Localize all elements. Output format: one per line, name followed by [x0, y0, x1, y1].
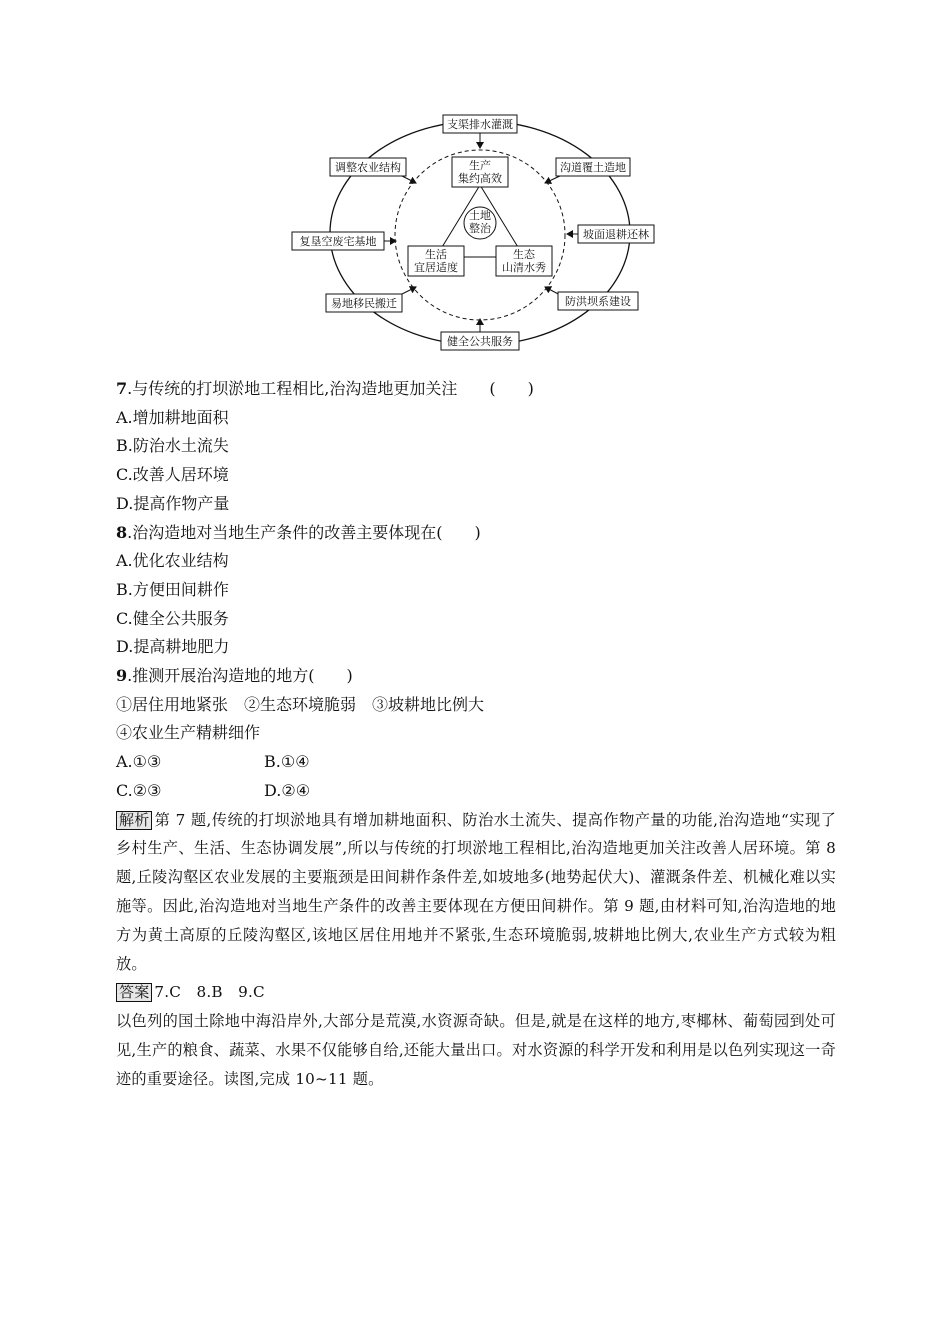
outer-node-6: 复垦空废宅基地	[299, 235, 377, 248]
q7-text: .与传统的打坝淤地工程相比,治沟造地更加关注	[127, 379, 458, 398]
q7-option-b: B.防治水土流失	[116, 436, 229, 456]
q8-option-a: A.优化农业结构	[116, 551, 229, 571]
q9-option-c: C.②③	[116, 780, 162, 800]
q8-option-b: B.方便田间耕作	[116, 579, 229, 599]
answer-tag: 答案	[116, 983, 152, 1002]
analysis-tag: 解析	[116, 811, 152, 830]
outer-node-5: 易地移民搬迁	[331, 297, 397, 310]
q8-option-d: D.提高耕地肥力	[116, 637, 230, 657]
q9-number: 9	[116, 666, 128, 686]
outer-node-3: 防洪坝系建设	[565, 295, 631, 308]
node-production-l2: 集约高效	[458, 172, 502, 185]
answer-text: 7.C 8.B 9.C	[154, 983, 265, 1002]
q8-text: .治沟造地对当地生产条件的改善主要体现在( )	[127, 522, 481, 542]
center-line1: 土地	[469, 209, 491, 222]
q9-stem	[116, 662, 836, 691]
q9-text: .推测开展治沟造地的地方( )	[127, 666, 353, 686]
outer-node-2: 坡面退耕还林	[583, 228, 649, 241]
node-production-l1: 生产	[469, 159, 491, 172]
q7-stem	[116, 375, 836, 404]
intro-paragraph: 以色列的国土除地中海沿岸外,大部分是荒漠,水资源奇缺。但是,就是在这样的地方,枣椰林、葡萄园到处可见,生产的粮食、蔬菜、水果不仅能够自给,还能大量出口。对水资源的科学开发和利用是以色列实现这一奇迹的重要途径。读图,完成 10~11 题。	[116, 1012, 836, 1088]
q8-number: 8	[116, 522, 128, 542]
q9-option-d: D.②④	[264, 780, 311, 800]
node-life-l2: 宜居适度	[414, 261, 458, 274]
node-ecology-l2: 山清水秀	[502, 261, 546, 274]
q8-stem	[116, 519, 836, 548]
q7-number: 7	[116, 379, 128, 398]
q9-option-b: B.①④	[264, 752, 310, 772]
q9-options-row1	[116, 748, 836, 777]
outer-node-1: 沟道覆土造地	[560, 161, 626, 174]
node-ecology-l1: 生态	[513, 248, 535, 261]
analysis-text: 第 7 题,传统的打坝淤地具有增加耕地面积、防治水土流失、提高作物产量的功能,治沟造地“实现了乡村生产、生活、生态协调发展”,所以与传统的打坝淤地工程相比,治沟造地更加关注改善人居环境。第 8 题,丘陵沟壑区农业发展的主要瓶颈是田间耕作条件差,如坡地多(地势起伏大)、灌溉条件差、机械化难以实施等。因此,治沟造地对当地生产条件的改善主要体现在方便田间耕作。第 9 题,由材料可知,治沟造地的地方为黄土高原的丘陵沟壑区,该地区居住用地并不紧张,生态环境脆弱,坡耕地比例大,农业生产方式较为粗放。	[116, 810, 836, 973]
question-content	[116, 375, 836, 1094]
q8-option-c: C.健全公共服务	[116, 608, 229, 628]
q9-items-1: ①居住用地紧张 ②生态环境脆弱 ③坡耕地比例大	[116, 694, 485, 714]
answer-block	[116, 978, 836, 1007]
land-consolidation-diagram	[280, 105, 670, 355]
q7-option-d: D.提高作物产量	[116, 493, 230, 513]
q9-items-2: ④农业生产精耕细作	[116, 723, 261, 743]
outer-node-0: 支渠排水灌溉	[447, 118, 513, 131]
q9-option-a: A.①③	[116, 752, 162, 772]
center-line2: 整治	[469, 222, 491, 235]
outer-node-4: 健全公共服务	[447, 335, 513, 348]
outer-node-7: 调整农业结构	[335, 161, 401, 174]
q7-paren: ( )	[489, 379, 534, 398]
analysis-block	[116, 806, 836, 979]
q7-option-a: A.增加耕地面积	[116, 407, 229, 427]
q9-options-row2	[116, 777, 836, 806]
q7-option-c: C.改善人居环境	[116, 465, 229, 485]
node-life-l1: 生活	[425, 248, 447, 261]
